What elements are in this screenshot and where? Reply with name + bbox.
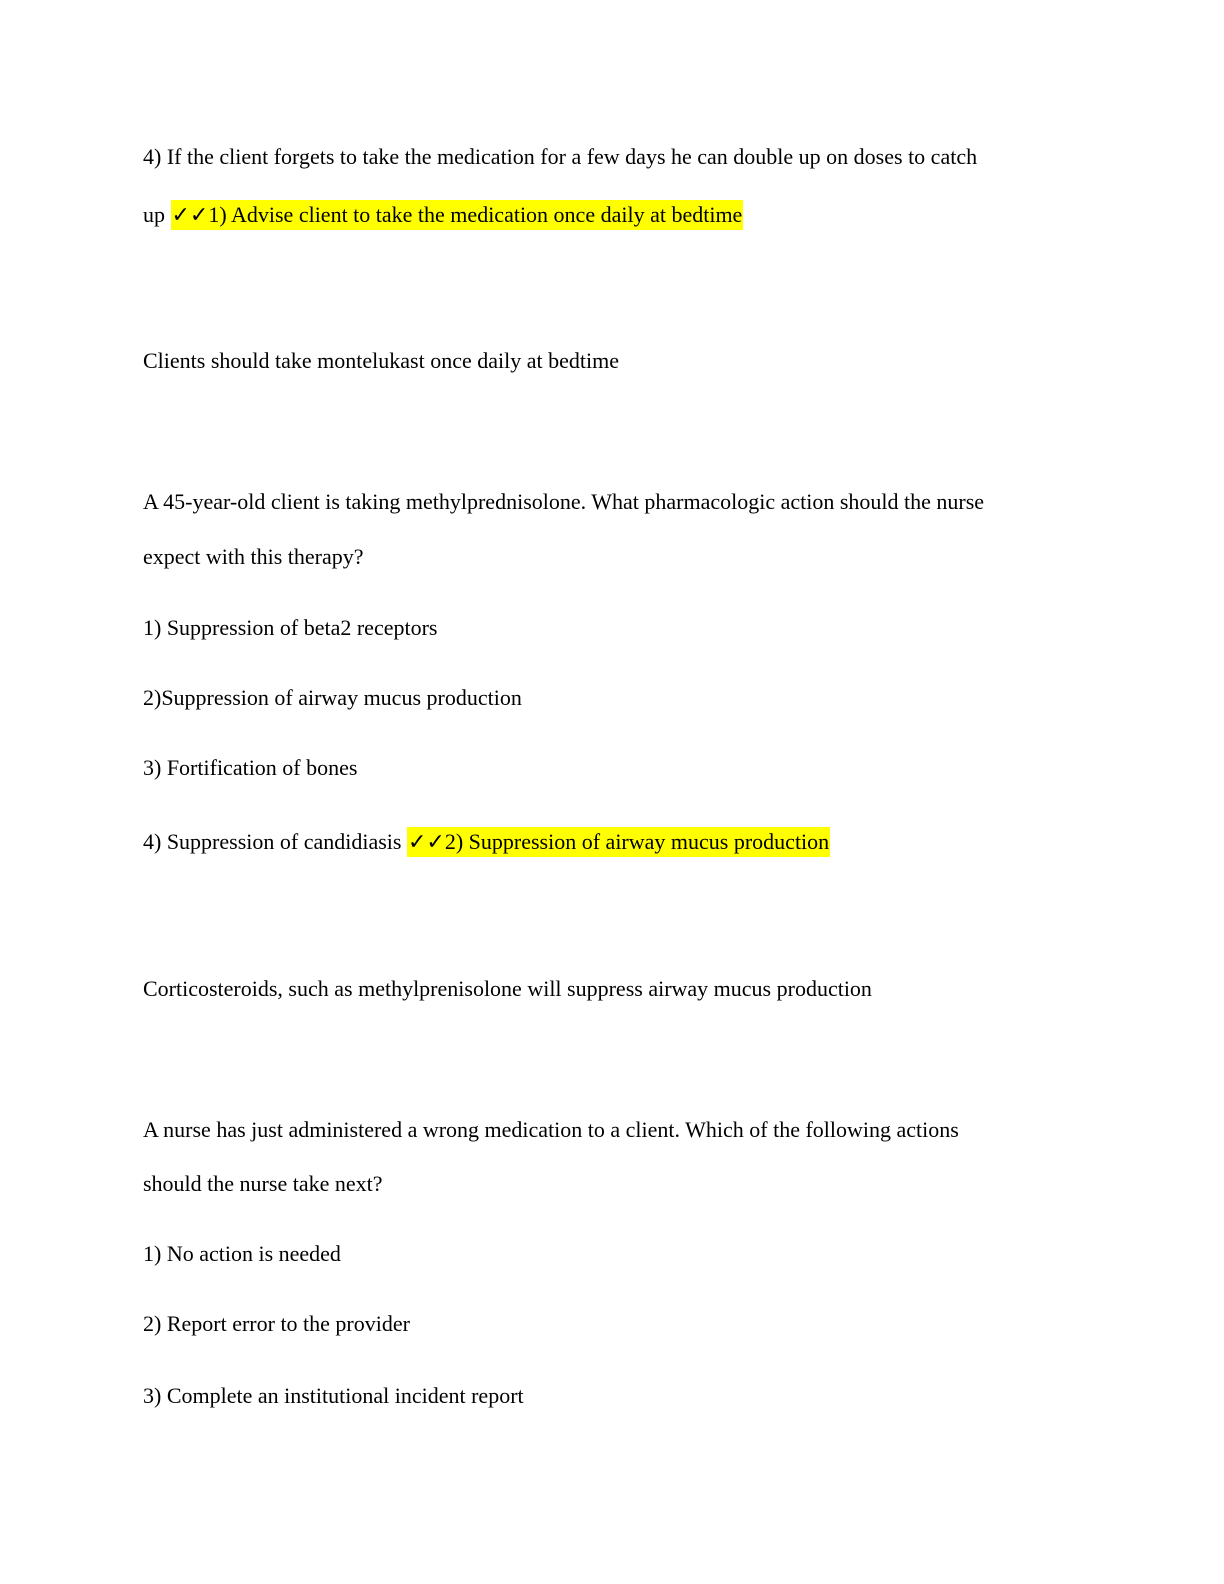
- answer-highlight: [171, 200, 744, 230]
- option-text: 1) Suppression of beta2 receptors: [143, 615, 438, 640]
- answer-text: 1) Advise client to take the medication once daily at bedtime: [208, 202, 743, 227]
- question-2-option-1: [143, 614, 437, 642]
- double-check-icon: ✓✓: [407, 830, 445, 855]
- answer-highlight: [407, 827, 830, 857]
- rationale-text: Clients should take montelukast once daily at bedtime: [143, 348, 619, 373]
- rationale-1: [143, 347, 619, 375]
- rationale-text: Corticosteroids, such as methylprenisolone will suppress airway mucus production: [143, 976, 872, 1001]
- option-text: 3) Fortification of bones: [143, 755, 358, 780]
- answer-text: 2) Suppression of airway mucus production: [444, 829, 830, 854]
- question-1-option-4-continuation: up: [143, 202, 165, 227]
- option-text: 3) Complete an institutional incident report: [143, 1383, 524, 1408]
- question-text: A 45-year-old client is taking methylprednisolone. What pharmacologic action should the nurse: [143, 489, 985, 514]
- question-2-option-3: [143, 754, 357, 782]
- question-1-option-4-text: 4) If the client forgets to take the medication for a few days he can double up on doses to catch: [143, 144, 978, 169]
- question-3-option-1: [143, 1240, 341, 1268]
- question-3-line-1: [143, 1116, 959, 1144]
- rationale-2: [143, 975, 872, 1003]
- question-text: should the nurse take next?: [143, 1171, 383, 1196]
- option-text: 1) No action is needed: [143, 1241, 341, 1266]
- option-text: 4) Suppression of candidiasis: [143, 829, 402, 854]
- question-1-option-4-line: [143, 143, 977, 171]
- double-check-icon: ✓✓: [171, 203, 209, 228]
- question-3-option-2: [143, 1310, 410, 1338]
- question-2-line-2: [143, 543, 364, 571]
- question-2-option-2: [143, 684, 522, 712]
- question-3-line-2: [143, 1170, 383, 1198]
- question-2-option-4: [143, 828, 830, 857]
- question-3-option-3: [143, 1382, 524, 1410]
- option-text: 2)Suppression of airway mucus production: [143, 685, 522, 710]
- option-text: 2) Report error to the provider: [143, 1311, 410, 1336]
- question-2-line-1: [143, 488, 984, 516]
- question-text: expect with this therapy?: [143, 544, 364, 569]
- question-1-answer-line: [143, 201, 743, 230]
- question-text: A nurse has just administered a wrong medication to a client. Which of the following actions: [143, 1117, 959, 1142]
